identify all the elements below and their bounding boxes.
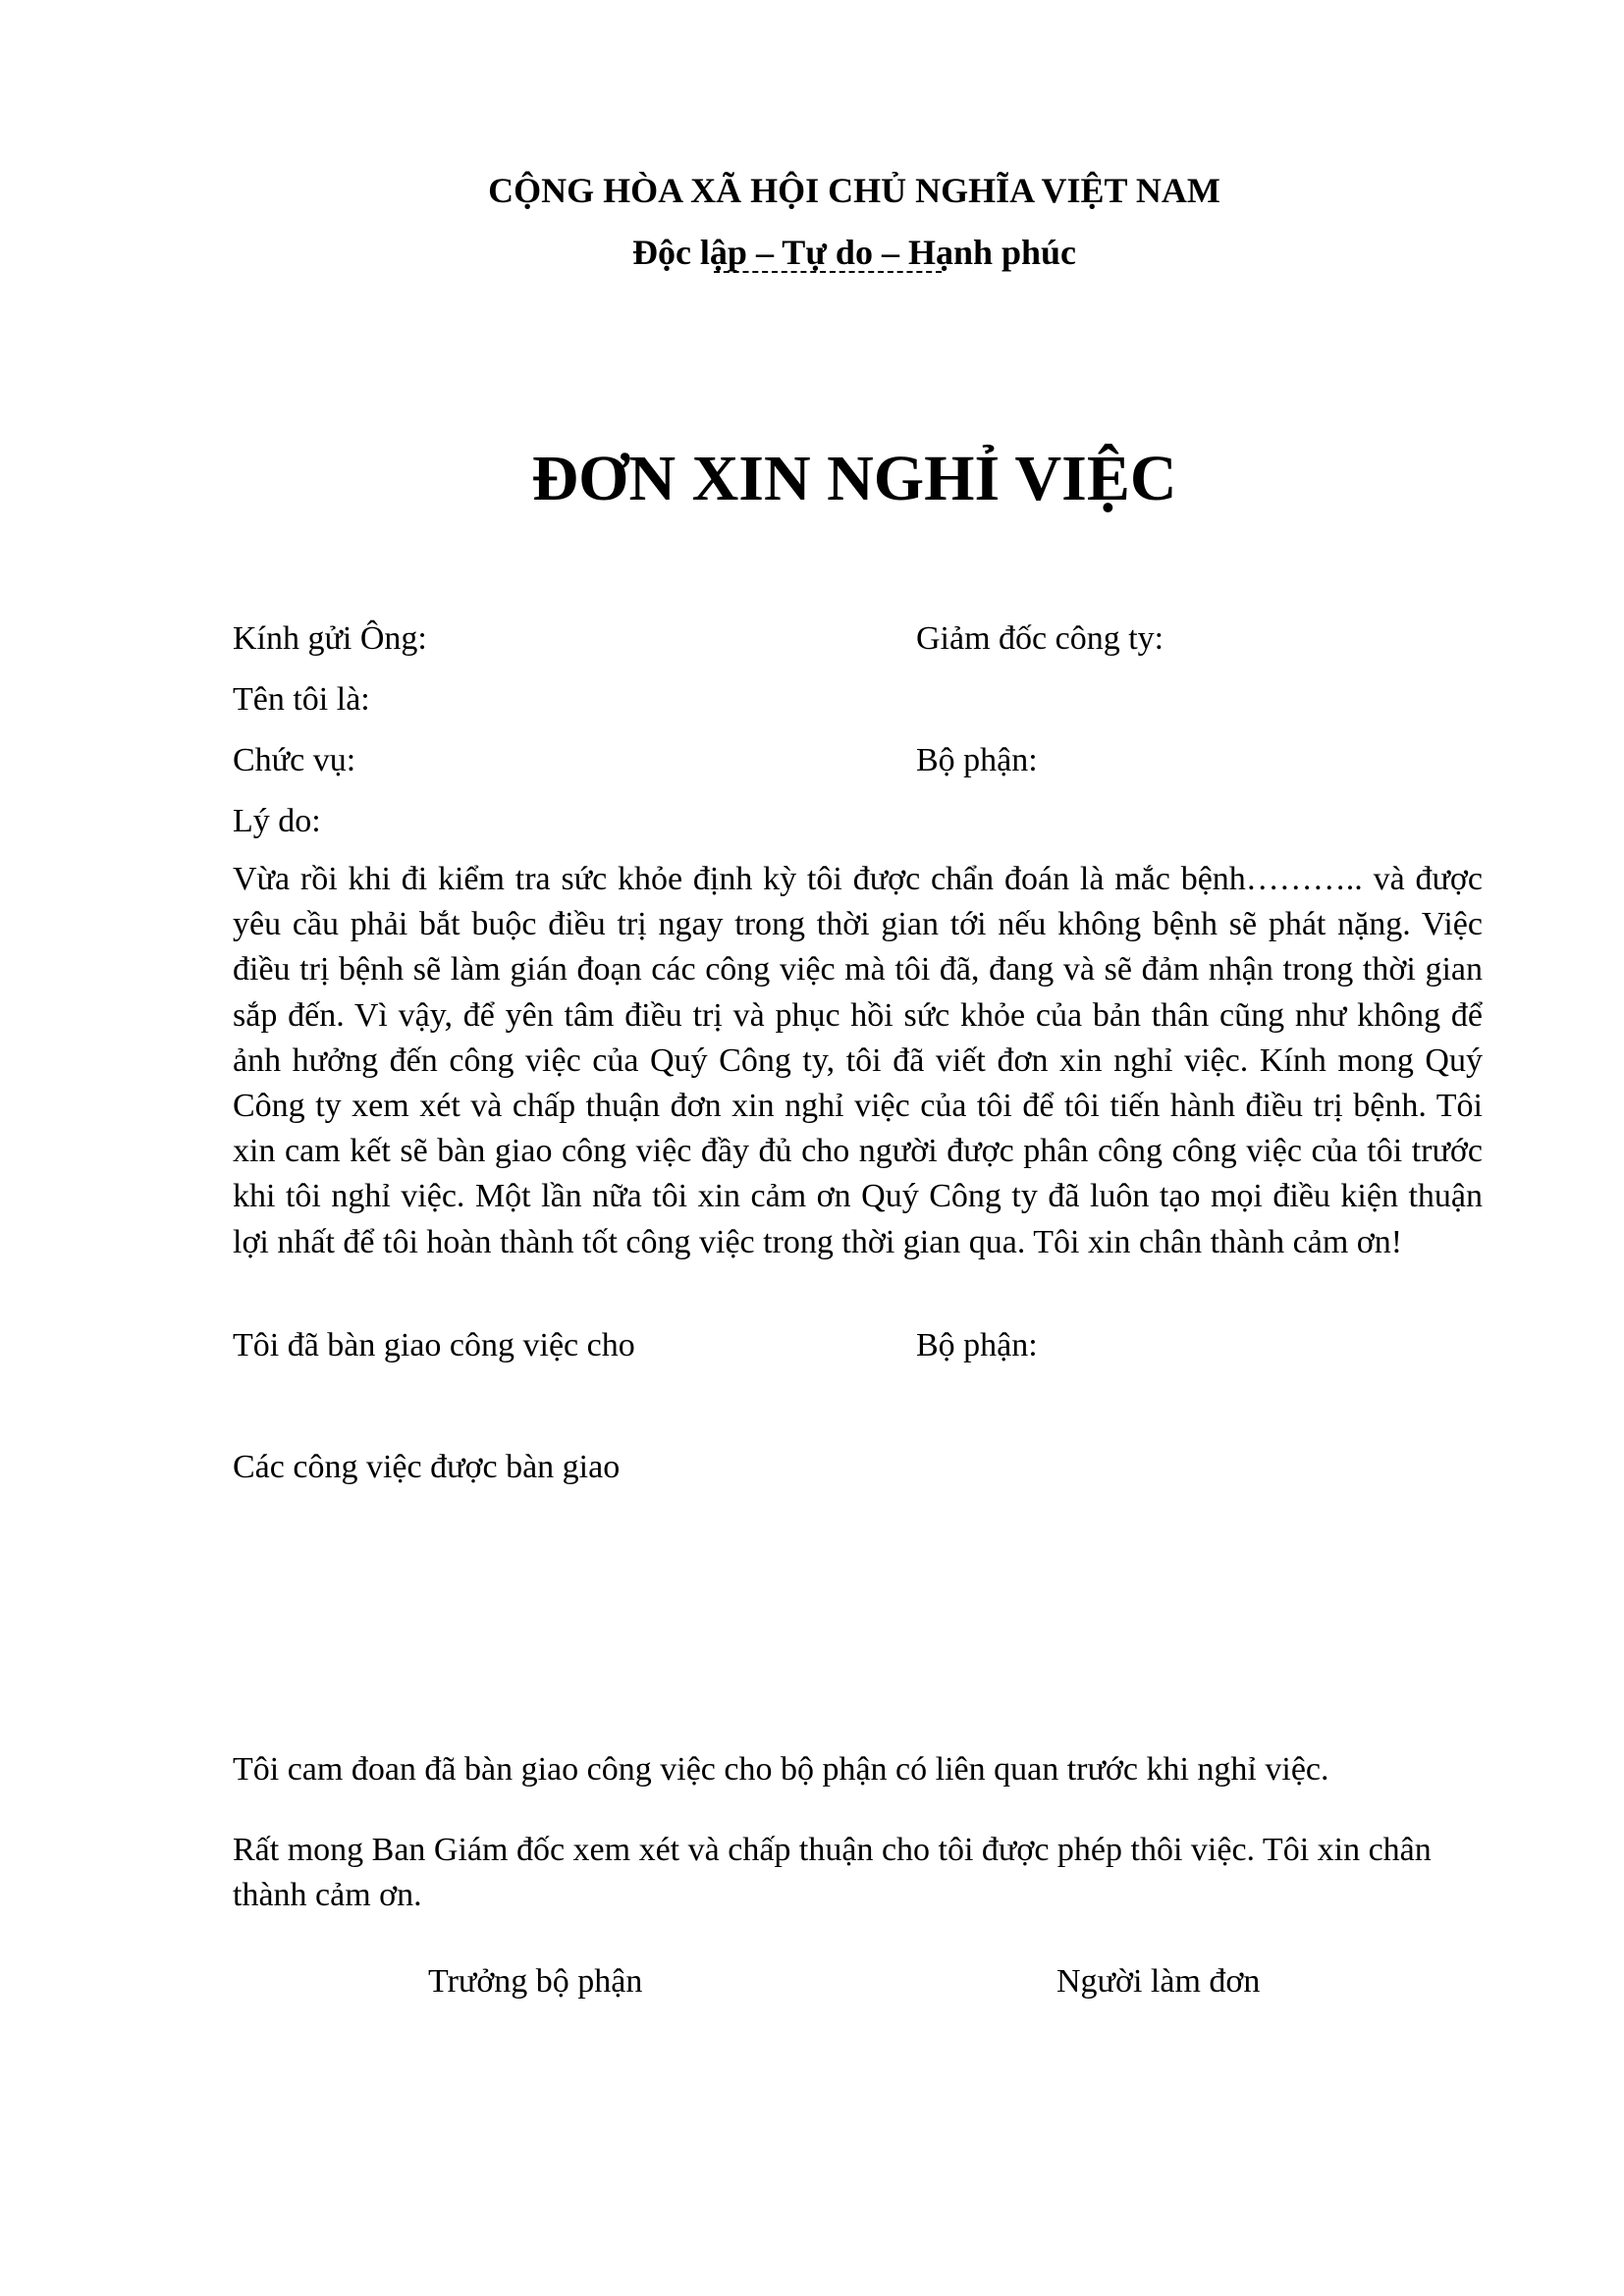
director-label: Giảm đốc công ty: — [916, 620, 1164, 657]
position-label: Chức vụ: — [233, 742, 356, 778]
motto-underline-divider — [714, 271, 942, 273]
reason-label: Lý do: — [233, 803, 321, 839]
national-motto: Độc lập – Tự do – Hạnh phúc — [631, 233, 1077, 272]
name-label: Tên tôi là: — [233, 681, 370, 718]
document-title: ĐƠN XIN NGHỈ VIỆC — [531, 443, 1177, 514]
handed-over-tasks-label: Các công việc được bàn giao — [233, 1449, 621, 1485]
commitment-statement: Tôi cam đoan đã bàn giao công việc cho bộ phận có liên quan trước khi nghỉ việc. — [233, 1751, 1329, 1788]
closing-paragraph: Rất mong Ban Giám đốc xem xét và chấp thuận cho tôi được phép thôi việc. Tôi xin chân thành cảm ơn. — [233, 1832, 1432, 1913]
handover-department-label: Bộ phận: — [916, 1327, 1038, 1363]
handover-to-label: Tôi đã bàn giao công việc cho — [233, 1327, 635, 1363]
recipient-label: Kính gửi Ông: — [233, 620, 427, 657]
department-head-signature-label: Trưởng bộ phận — [428, 1963, 643, 2000]
department-label: Bộ phận: — [916, 742, 1038, 778]
reason-paragraph: Vừa rồi khi đi kiểm tra sức khỏe định kỳ tôi được chẩn đoán là mắc bệnh……….. và được yêu cầu phải bắt buộc điều trị ngay trong thời gian tới nếu không bệnh sẽ phát nặng. Việc điều trị bệnh sẽ làm gián đoạn các công việc mà tôi đã, đang và sẽ đảm nhận trong thời gian sắp đến. Vì vậy, để yên tâm điều trị và phục hồi sức khỏe của bản thân cũng như không để ảnh hưởng đến công việc của Quý Công ty, tôi đã viết đơn xin nghỉ việc. Kính mong Quý Công ty xem xét và chấp thuận đơn xin nghỉ việc của tôi để tôi tiến hành điều trị bệnh. Tôi xin cam kết sẽ bàn giao công việc đầy đủ cho người được phân công công việc của tôi trước khi tôi nghỉ việc. Một lần nữa tôi xin cảm ơn Quý Công ty đã luôn tạo mọi điều kiện thuận lợi nhất để tôi hoàn thành tốt công việc trong thời gian qua. Tôi xin chân thành cảm ơn! — [233, 861, 1483, 1260]
national-name: CỘNG HÒA XÃ HỘI CHỦ NGHĨA VIỆT NAM — [488, 171, 1220, 210]
applicant-signature-label: Người làm đơn — [1056, 1963, 1261, 2000]
